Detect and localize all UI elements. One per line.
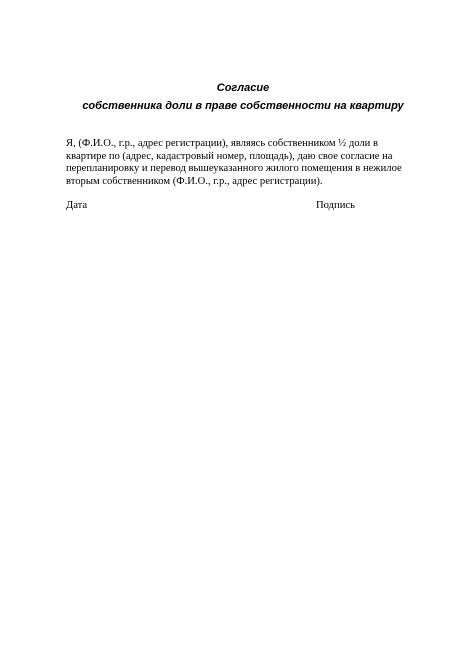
paragraph-line: Я, (Ф.И.О., г.р., адрес регистрации), являясь собственником ½ доли в bbox=[66, 138, 378, 149]
paragraph-line: квартире по (адрес, кадастровый номер, площадь), даю свое согласие на bbox=[66, 150, 393, 162]
document-subtitle: собственника доли в праве собственности на квартиру bbox=[82, 100, 404, 112]
paragraph-line: перепланировку и перевод вышеуказанного жилого помещения в нежилое bbox=[66, 163, 402, 175]
signature-label: Подпись bbox=[316, 200, 355, 211]
consent-paragraph bbox=[66, 138, 412, 188]
paragraph-line: вторым собственником (Ф.И.О., г.р., адрес регистрации). bbox=[66, 175, 323, 187]
date-label: Дата bbox=[66, 200, 88, 211]
document-title: Согласие bbox=[216, 82, 270, 94]
